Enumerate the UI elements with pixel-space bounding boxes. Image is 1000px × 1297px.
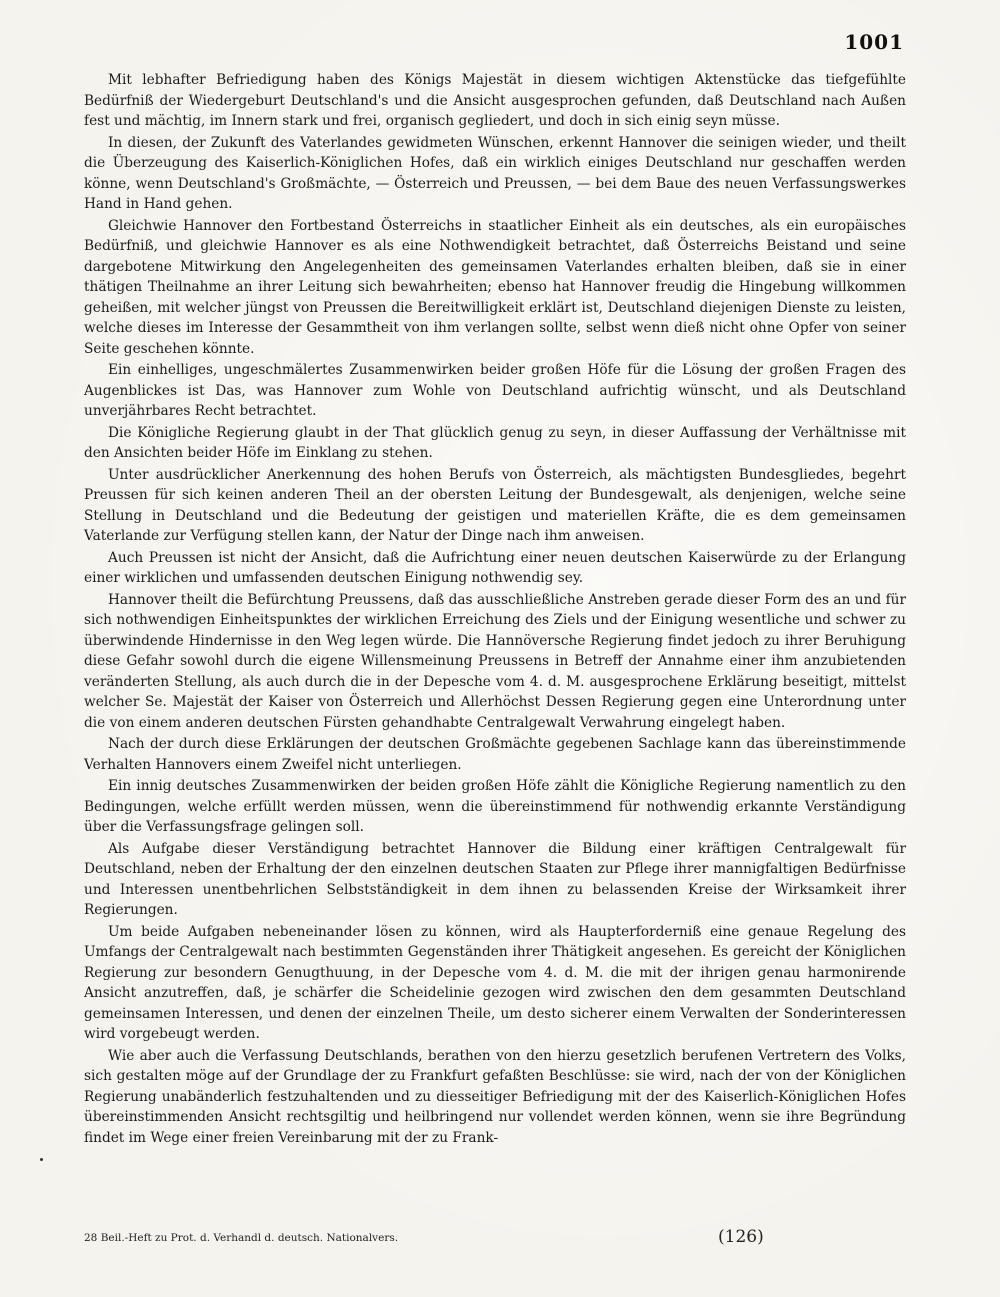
paragraph: Hannover theilt die Befürchtung Preussens, daß das ausschließliche Anstreben gerade dieser Form des an und für sich nothwendigen Einheitspunktes der wirklichen Erreichung des Ziels und der Einigung wesentliche und schwer zu überwindende Hindernisse in den Weg legen würde. Die Hannöversche Regierung findet jedoch zu ihrer Beruhigung diese Gefahr sowohl durch die eigene Willensmeinung Preussens in Betreff der Annahme einer ihm anzubietenden veränderten Stellung, als auch durch die in der Depesche vom 4. d. M. ausgesprochene Erklärung beseitigt, mittelst welcher Se. Majestät der Kaiser von Österreich und Allerhöchst Dessen Regierung gegen eine Unterordnung unter die von einem anderen deutschen Fürsten gehandhabte Centralgewalt Verwahrung eingelegt haben. [84,591,906,731]
paragraph: Ein innig deutsches Zusammenwirken der beiden großen Höfe zählt die Königliche Regierung namentlich zu den Bedingungen, welche erfüllt werden müssen, wenn die übereinstimmend für nothwendig erkannte Verständigung über die Verfassungsfrage gelingen soll. [84,778,906,835]
paragraph: Wie aber auch die Verfassung Deutschlands, berathen von den hierzu gesetzlich berufenen Vertretern des Volks, sich gestalten möge auf der Grundlage der zu Frankfurt gefaßten Beschlüsse: sie wird, nach der von der Königlichen Regierung unabänderlich festzuhaltenden und zu diesseitiger Befriedigung mit der des Kaiserlich-Königlichen Hofes übereinstimmenden Ansicht rechtsgiltig und heilbringend nur vollendet werden können, wenn sie ihre Begründung findet im Wege einer freien Vereinbarung mit der zu Frank- [84,1047,906,1146]
paragraph: Um beide Aufgaben nebeneinander lösen zu können, wird als Haupterforderniß eine genaue Regelung des Umfangs der Centralgewalt nach bestimmten Gegenständen ihrer Thätigkeit angesehen. Es gereicht der Königlichen Regierung zur besondern Genugthuung, in der Depesche vom 4. d. M. die mit der ihrigen genau harmonirende Ansicht anzutreffen, daß, je schärfer die Scheidelinie gezogen wird zwischen den dem gesammten Deutschland gemeinsamen Interessen, und denen der einzelnen Theile, um desto sicherer einem Verwalten der Sonderinteressen wird vorgebeugt werden. [84,923,906,1042]
paragraph: Gleichwie Hannover den Fortbestand Österreichs in staatlicher Einheit als ein deutsches, als ein europäisches Bedürfniß, und gleichwie Hannover es als eine Nothwendigkeit betrachtet, daß Österreichs Beistand und seine dargebotene Mitwirkung den Angelegenheiten des gemeinsamen Vaterlandes erhalten bleiben, daß sie in einer thätigen Theilnahme an ihrer Leitung sich bewahrheiten; ebenso hat Hannover freudig die Hingebung willkommen geheißen, mit welcher jüngst von Preussen die Bereitwilligkeit erklärt ist, Deutschland diejenigen Dienste zu leisten, welche dieses im Interesse der Gesammtheit von ihm verlangen sollte, selbst wenn dieß nicht ohne Opfer von seiner Seite geschehen könnte. [84,217,906,357]
page-number: 1001 [844,30,904,54]
margin-dot [40,1158,43,1161]
sheet-number: (126) [718,1227,764,1247]
paragraph: Als Aufgabe dieser Verständigung betrachtet Hannover die Bildung einer kräftigen Centralgewalt für Deutschland, neben der Erhaltung der den einzelnen deutschen Staaten zur Pflege ihrer mannigfaltigen Bedürfnisse und Interessen unentbehrlichen Selbstständigkeit in dem ihnen zu belassenden Kreise der Wirksamkeit ihrer Regierungen. [84,840,906,918]
body-text [84,70,906,1148]
paragraph: Auch Preussen ist nicht der Ansicht, daß die Aufrichtung einer neuen deutschen Kaiserwürde zu der Erlangung einer wirklichen und umfassenden deutschen Einigung nothwendig sey. [84,549,906,586]
paragraph: Nach der durch diese Erklärungen der deutschen Großmächte gegebenen Sachlage kann das übereinstimmende Verhalten Hannovers einem Zweifel nicht unterliegen. [84,736,906,773]
paragraph: Unter ausdrücklicher Anerkennung des hohen Berufs von Österreich, als mächtigsten Bundesgliedes, begehrt Preussen für sich keinen anderen Theil an der obersten Leitung der Bundesgewalt, als denjenigen, welche seine Stellung in Deutschland und die Bedeutung der geistigen und materiellen Kräfte, die es dem gemeinsamen Vaterlande zur Verfügung stellen kann, der Natur der Dinge nach ihm anweisen. [84,466,906,544]
paragraph: In diesen, der Zukunft des Vaterlandes gewidmeten Wünschen, erkennt Hannover die seinigen wieder, und theilt die Überzeugung des Kaiserlich-Königlichen Hofes, daß ein wirklich einiges Deutschland nur geschaffen werden könne, wenn Deutschland's Großmächte, — Österreich und Preussen, — bei dem Baue des neuen Verfassungswerkes Hand in Hand gehen. [84,134,906,212]
signature-line: 28 Beil.-Heft zu Prot. d. Verhandl d. deutsch. Nationalvers. [84,1232,399,1244]
paragraph: Ein einhelliges, ungeschmälertes Zusammenwirken beider großen Höfe für die Lösung der großen Fragen des Augenblickes ist Das, was Hannover zum Wohle von Deutschland aufrichtig wünscht, und als Deutschland unverjährbares Recht betrachtet. [84,362,906,419]
paragraph: Mit lebhafter Befriedigung haben des Königs Majestät in diesem wichtigen Aktenstücke das tiefgefühlte Bedürfniß der Wiedergeburt Deutschland's und die Ansicht ausgesprochen gefunden, daß Deutschland nach Außen fest und mächtig, im Innern stark und frei, organisch gegliedert, und doch in sich einig seyn müsse. [84,72,906,129]
paragraph: Die Königliche Regierung glaubt in der That glücklich genug zu seyn, in dieser Auffassung der Verhältnisse mit den Ansichten beider Höfe im Einklang zu stehen. [84,424,906,461]
